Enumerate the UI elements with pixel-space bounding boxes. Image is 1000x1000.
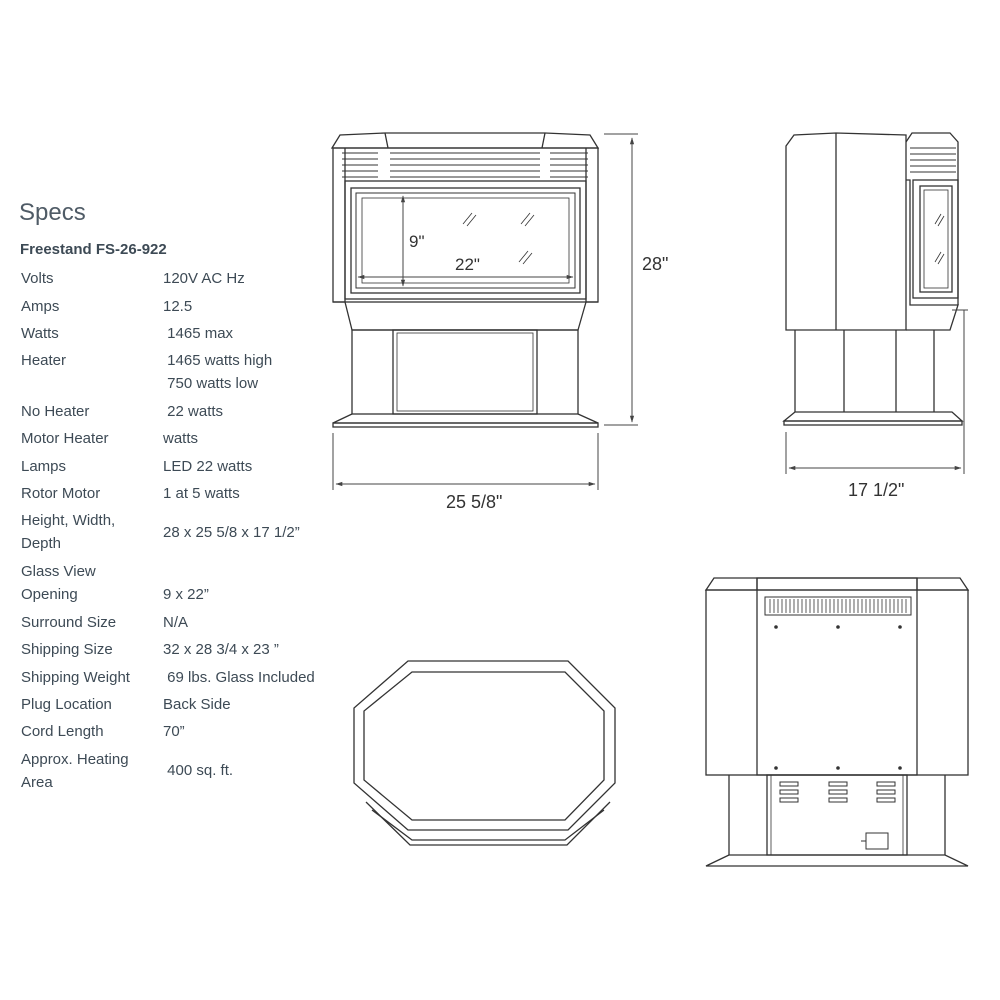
spec-label-line: Lamps: [21, 458, 67, 475]
spec-value-line: 1465 max: [163, 325, 234, 342]
overall-width-label: 25 5/8": [446, 492, 503, 512]
spec-label-line: Approx. Heating: [21, 751, 129, 768]
spec-label-line: Volts: [21, 270, 54, 287]
spec-label-line: Watts: [21, 325, 59, 342]
spec-label-line: Surround Size: [21, 614, 117, 631]
spec-label-line: Opening: [21, 586, 78, 603]
model-name: Freestand FS-26-922: [20, 241, 167, 258]
spec-label-line: Shipping Weight: [21, 669, 130, 686]
spec-label-line: Plug Location: [21, 696, 112, 713]
back-vent-slots: [770, 599, 906, 613]
spec-value-line: LED 22 watts: [163, 458, 253, 475]
front-louvers: [342, 153, 588, 177]
spec-value-line: 1 at 5 watts: [163, 485, 240, 502]
spec-label-line: Amps: [21, 298, 60, 315]
spec-value-line: 22 watts: [163, 403, 224, 420]
spec-value-line: 9 x 22”: [163, 586, 209, 603]
back-lower-louvers: [780, 782, 895, 802]
back-view-drawing: [706, 578, 968, 866]
side-louvers: [910, 148, 956, 172]
spec-value-line: 750 watts low: [163, 375, 259, 392]
spec-value-line: 28 x 25 5/8 x 17 1/2”: [163, 524, 300, 541]
spec-value-line: 70”: [163, 723, 185, 740]
spec-value-line: 400 sq. ft.: [163, 762, 234, 779]
spec-value-line: N/A: [163, 614, 189, 631]
spec-value-line: watts: [163, 430, 199, 447]
spec-value-line: 32 x 28 3/4 x 23 ”: [163, 641, 279, 658]
spec-value-line: 1465 watts high: [163, 352, 273, 369]
spec-label-line: Shipping Size: [21, 641, 113, 658]
specs-title: Specs: [19, 199, 86, 226]
spec-label-line: Cord Length: [21, 723, 104, 740]
spec-value-line: 120V AC Hz: [163, 270, 245, 287]
spec-label-line: Motor Heater: [21, 430, 109, 447]
spec-label-line: Heater: [21, 352, 67, 369]
spec-label-line: Height, Width,: [21, 512, 116, 529]
top-view-drawing: [354, 661, 615, 845]
side-view-drawing: [784, 133, 962, 425]
spec-label-line: No Heater: [21, 403, 90, 420]
overall-height-label: 28": [642, 254, 669, 274]
spec-label-line: Rotor Motor: [21, 485, 101, 502]
glass-height-label: 9": [409, 232, 425, 251]
spec-label-line: Depth: [21, 535, 62, 552]
spec-label-line: Area: [21, 774, 53, 791]
spec-label-line: Glass View: [21, 563, 96, 580]
overall-depth-label: 17 1/2": [848, 480, 905, 500]
front-view-drawing: [332, 133, 598, 427]
spec-value-line: 12.5: [163, 298, 193, 315]
plug-outlet: [866, 833, 888, 849]
glass-width-label: 22": [455, 255, 480, 274]
spec-value-line: 69 lbs. Glass Included: [163, 669, 315, 686]
spec-value-line: Back Side: [163, 696, 231, 713]
side-dimension-lines: [786, 310, 968, 474]
